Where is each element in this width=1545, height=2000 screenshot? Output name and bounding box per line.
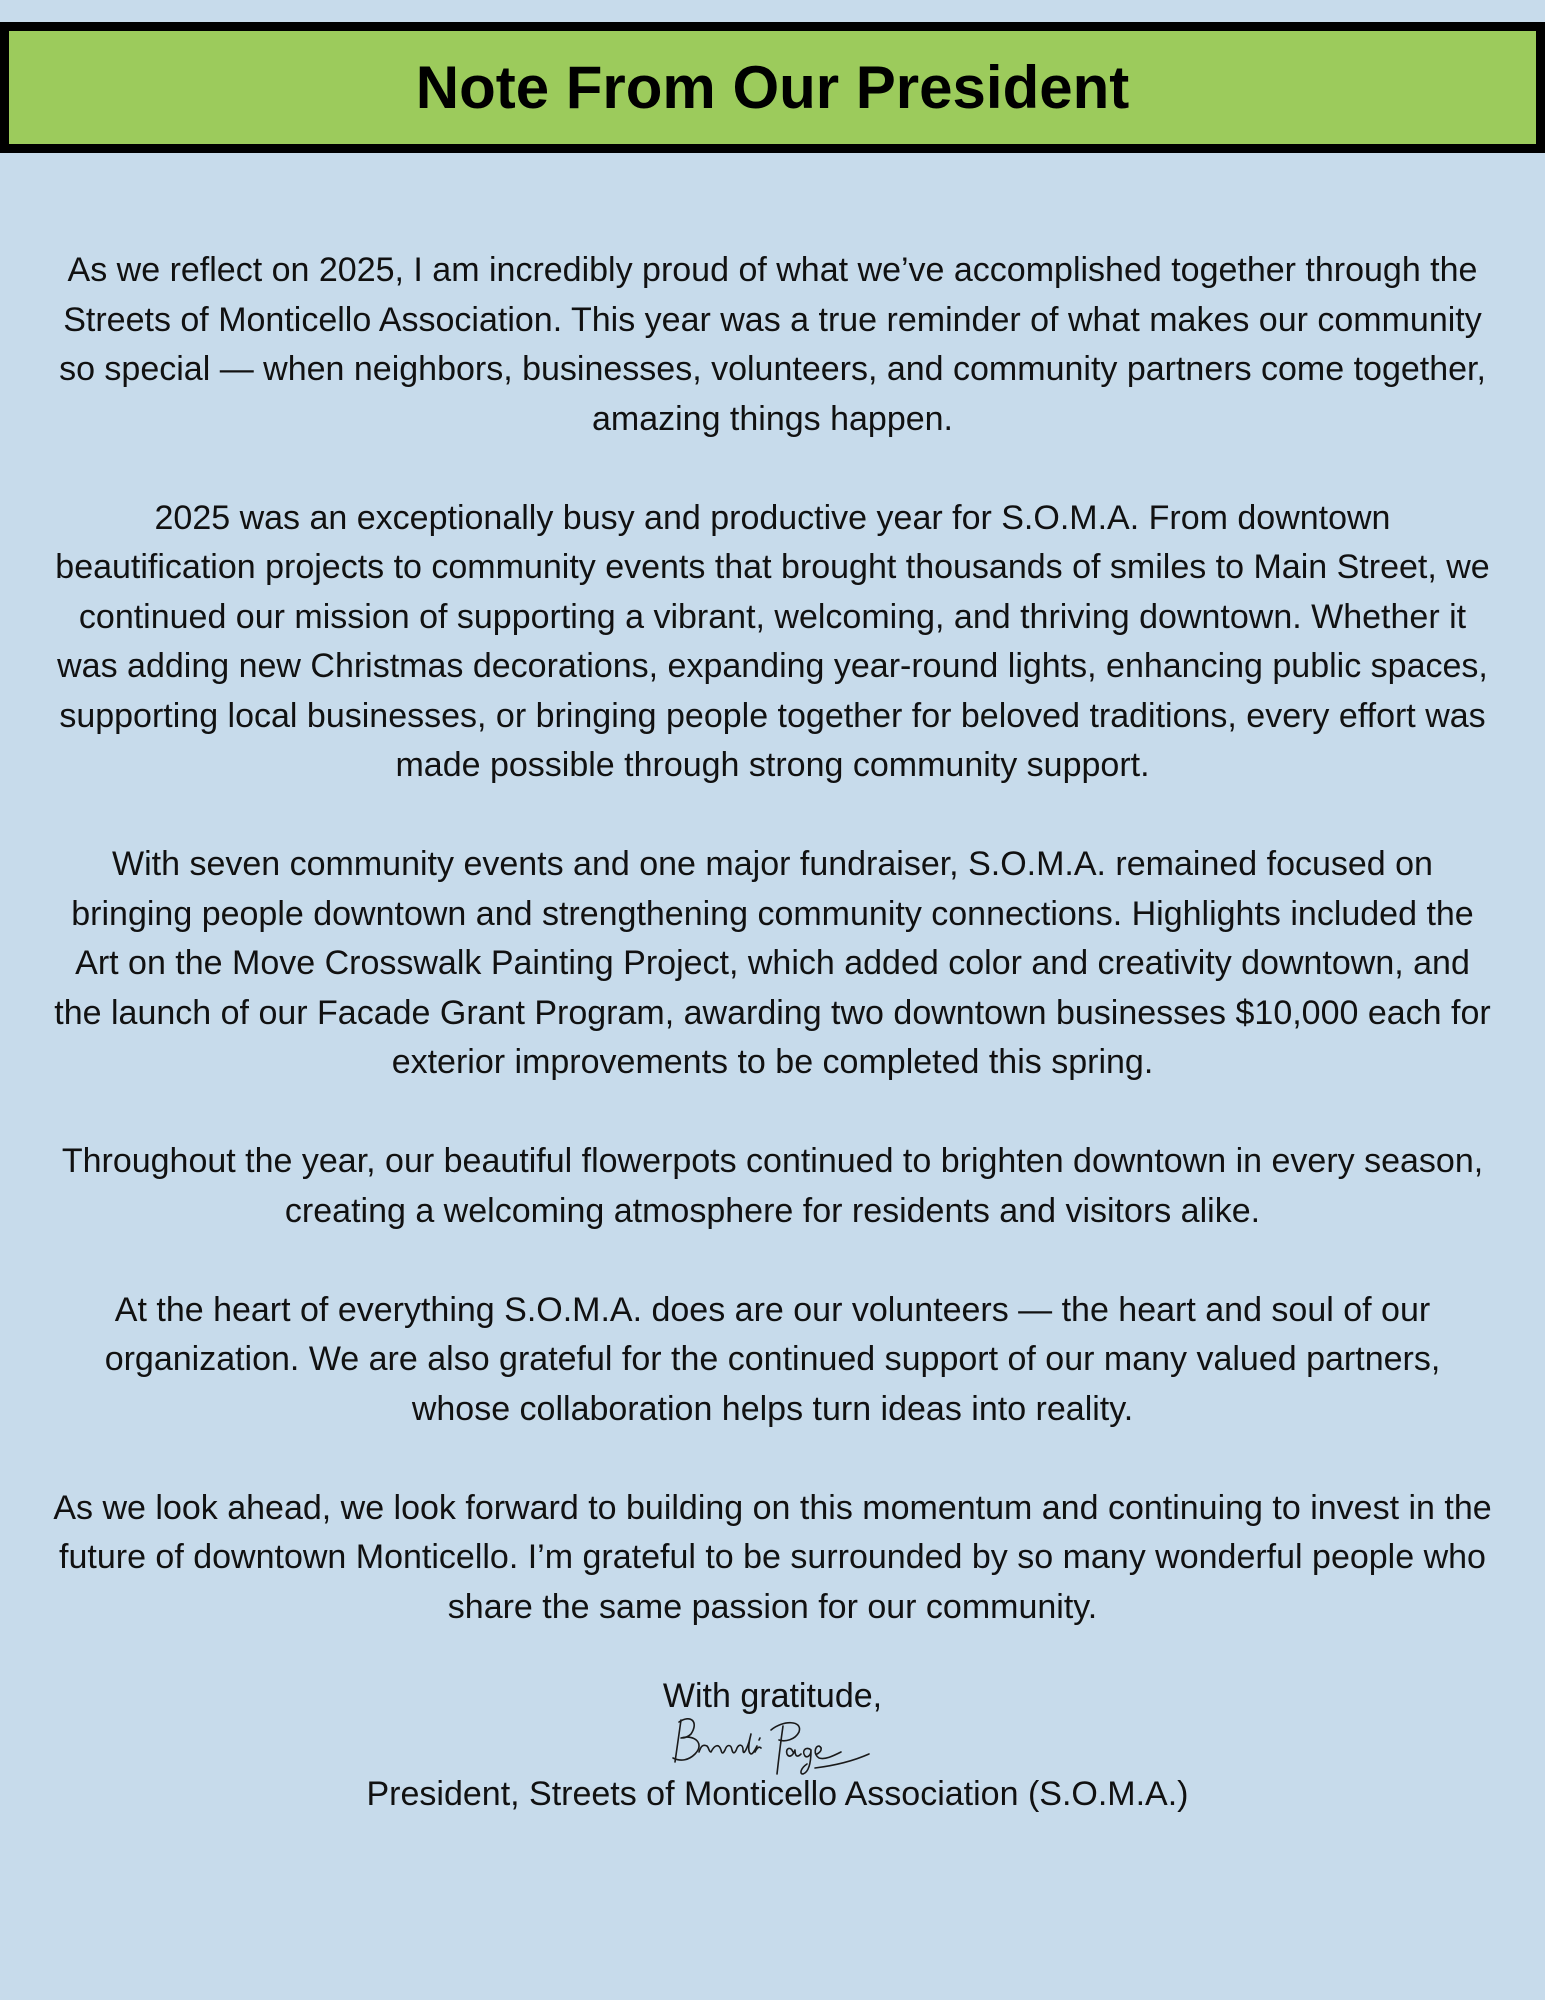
header-banner [0,22,1545,153]
letter-body [52,246,1493,1682]
letter-paragraph: 2025 was an exceptionally busy and productive year for S.O.M.A. From downtown beautification projects to community events that brought thousands of smiles to Main Street, we continued our mission of supporting a vibrant, welcoming, and thriving downtown. Whether it was adding new Christmas decorations, expanding year-round lights, enhancing public spaces, supporting local businesses, or bringing people together for beloved traditions, every effort was made possible through strong community support. [55,498,1490,784]
letter-paragraph: With seven community events and one major fundraiser, S.O.M.A. remained focused on bringing people downtown and strengthening community connections. Highlights included the Art on the Move Crosswalk Painting Project, which added color and creativity downtown, and the launch of our Facade Grant Program, awarding two downtown businesses $10,000 each for exterior improvements to be completed this spring. [54,845,1491,1081]
letter-paragraph: As we reflect on 2025, I am incredibly proud of what we’ve accomplished together through the Streets of Monticello Association. This year was a true reminder of what makes our community so special — when neighbors, businesses, volunteers, and community partners come together, amazing things happen. [59,251,1486,438]
page-title: Note From Our President [415,54,1130,121]
letter-paragraph: At the heart of everything S.O.M.A. does are our volunteers — the heart and soul of our organization. We are also grateful for the continued support of our many valued partners, whose collaboration helps turn ideas into reality. [104,1290,1441,1428]
letter-paragraph: As we look ahead, we look forward to building on this momentum and continuing to invest in the future of downtown Monticello. I’m grateful to be surrounded by so many wonderful people who share the same passion for our community. [53,1488,1492,1626]
closing-line: With gratitude, [662,1677,883,1715]
signer-title: President, Streets of Monticello Association (S.O.M.A.) [366,1775,1189,1813]
letter-paragraph: Throughout the year, our beautiful flowerpots continued to brighten downtown in every season, creating a welcoming atmosphere for residents and visitors alike. [61,1142,1484,1230]
